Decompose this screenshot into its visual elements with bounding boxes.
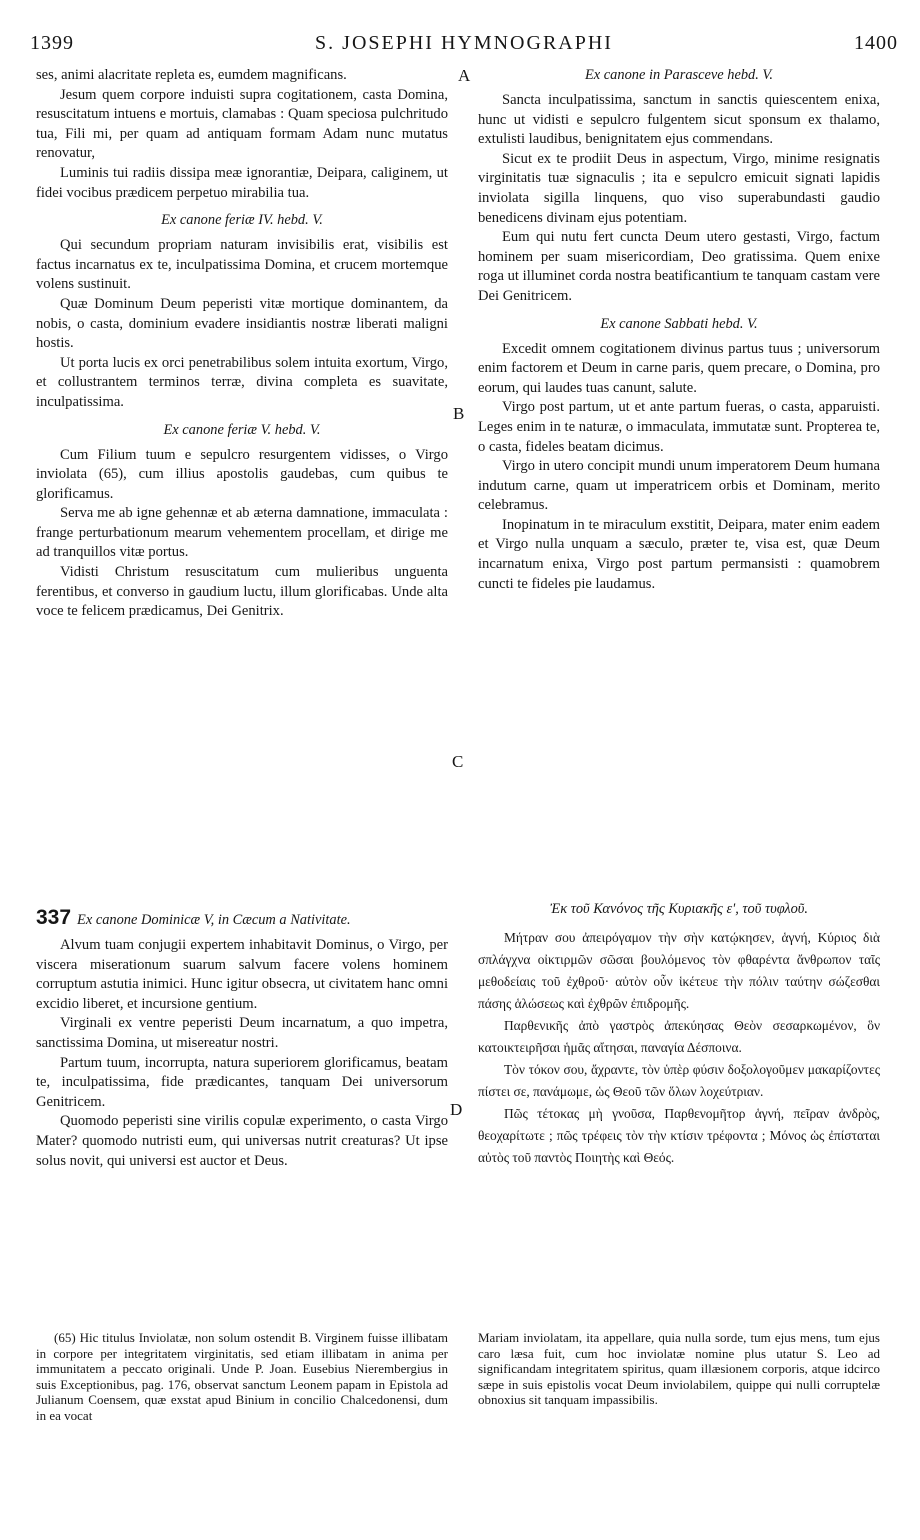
paragraph: ses, animi alacritate repleta es, eumdem magnificans.: [36, 67, 347, 83]
paragraph: Virgo post partum, ut et ante partum fueras, o casta, apparuisti. Leges enim in te naturæ, o immaculata, immutatæ sunt. Propterea te, o casta, fideles beatam dicimus.: [478, 399, 880, 455]
footnote-right: [478, 1330, 880, 1408]
paragraph: Partum tuum, incorrupta, natura superiorem glorificamus, beatam te, inculpatissima, fide prædicantes, tanquam Dei universorum Genitricem.: [36, 1054, 448, 1110]
section-heading: [36, 908, 448, 930]
page-number-right: 1400: [854, 32, 898, 54]
paragraph: Jesum quem corpore induisti supra cogitationem, casta Domina, resuscitatum intuens e mortuis, clamabas : Quam speciosa pulchritudo tua, Fili mi, per quam ad antiquam formam Adam nunc mutatus renovatur,: [36, 86, 448, 162]
right-column-greek: [478, 900, 880, 1169]
section-title: Ex canone in Parasceve hebd. V.: [585, 67, 773, 83]
paragraph: Luminis tui radiis dissipa meæ ignorantiæ, Deipara, caliginem, ut fidei vocibus prædicem perpetuo mirabilia tua.: [36, 164, 448, 201]
paragraph: Cum Filium tuum e sepulcro resurgentem vidisses, o Virgo inviolata (65), cum illius apostolis gaudebas, cum quibus te glorificamus.: [36, 446, 448, 502]
margin-marker-d: D: [450, 1100, 463, 1119]
footnote-left: [36, 1330, 448, 1424]
paragraph: Virgo in utero concipit mundi unum imperatorem Deum humana indutum carne, quam ut imperatricem orbis et Dominam, merito celebramus.: [478, 458, 880, 514]
paragraph: Quæ Dominum Deum peperisti vitæ mortique dominantem, da nobis, o casta, dominium evadere insidiantis nostræ liberati maligni hostis.: [36, 295, 448, 352]
section-title: Ex canone Dominicæ V, in Cæcum a Nativitate.: [77, 912, 351, 928]
section-title: Ex canone Sabbati hebd. V.: [600, 315, 758, 332]
margin-marker-b: B: [453, 404, 465, 423]
paragraph: Sancta inculpatissima, sanctum in sanctis quiescentem enixa, hunc ut vidisti e sepulcro fulgentem sicut sponsum ex thalamo, extulisti laudibus, benignitatem ejus commendans.: [478, 92, 880, 148]
paragraph: Ut porta lucis ex orci penetrabilibus solem intuita exortum, Virgo, et collustrantem terminos terræ, divina completa es suavitate, inculpatissima.: [36, 354, 448, 410]
footnote-text: Mariam inviolatam, ita appellare, quia nulla sorde, tum ejus mens, tum ejus caro læsa fuit, cum hoc inviolatæ nomine plus utatur S. Leo ad significandam integritatem spiritus, quam illæsionem corporis, atque idcirco sæpe in suis epistolis vocat Deum inviolabilem, quippe qui nulli corruptelæ obnoxius sit tanquam impassibilis.: [478, 1330, 880, 1408]
paragraph: Vidisti Christum resuscitatum cum mulieribus unguenta ferentibus, et converso in gaudium luctu, illum glorificabas. Unde alta voce te felicem prædicamus, Dei Genitrix.: [36, 564, 448, 620]
section-title: Ex canone feriæ IV. hebd. V.: [161, 212, 323, 229]
greek-paragraph: Παρθενικῆς ἀπὸ γαστρὸς ἀπεκύησας Θεὸν σεσαρκωμένον, ὃν κατοικτειρῆσαι ἡμᾶς αἴτησαι, παναγία Δέσποινα.: [478, 1018, 880, 1055]
greek-paragraph: Τὸν τόκον σου, ἄχραντε, τὸν ὑπὲρ φύσιν δοξολογοῦμεν μακαρίζοντες πίστει σε, πανάμωμε, ὡς Θεοῦ τῶν ὅλων λοχεύτριαν.: [478, 1062, 880, 1099]
footnote-text: (65) Hic titulus Inviolatæ, non solum ostendit B. Virginem fuisse illibatam in corpore per integritatem virginitatis, sed etiam illibatam in anima per immunitatem a peccato originali. Unde P. Joan. Eusebius Nierembergius in suis Exceptionibus, pag. 176, observat sanctum Leonem papam in Epistola ad Julianum Coensem, quæ exstat apud Binium in concilio Chalcedonensi, dum in ea vocat: [36, 1330, 448, 1423]
right-column-latin: [478, 66, 880, 594]
paragraph: Sicut ex te prodiit Deus in aspectum, Virgo, minime resignatis virginitatis tuæ signaculis ; ita e sepulcro emicuit signati lapidis inviolata sigilla linquens, quo viso superabundasti gaudio benedicens divinam ejus potentiam.: [478, 150, 880, 226]
left-column-latin: [36, 66, 448, 622]
margin-marker-c: C: [452, 752, 464, 771]
greek-section-title: Ἐκ τοῦ Κανόνος τῆς Κυριακῆς ε', τοῦ τυφλοῦ.: [550, 901, 808, 917]
paragraph: Qui secundum propriam naturam invisibilis erat, visibilis est factus incarnatus ex te, inculpatissima Domina, et crucem mortemque volens sustinuit.: [36, 237, 448, 293]
left-column-section-337: [36, 900, 448, 1171]
page-header: [30, 32, 898, 62]
page-number-left: 1399: [30, 32, 74, 54]
paragraph: Excedit omnem cogitationem divinus partus tuus ; universorum enim factorem et Deum in carne paris, quem precare, o Domina, pro eorum, qui laudes tuas canunt, salute.: [478, 340, 880, 396]
section-title: Ex canone feriæ V. hebd. V.: [163, 421, 321, 438]
paragraph: Inopinatum in te miraculum exstitit, Deipara, mater enim eadem et Virgo nulla unquam a sæculo, præter te, visa est, quæ Deum incarnatum enixa, Virgo post partum permansisti : quamobrem cuncti te fideles pie laudamus.: [478, 516, 880, 592]
section-number: 337: [36, 906, 72, 929]
paragraph: Alvum tuam conjugii expertem inhabitavit Dominus, o Virgo, per viscera miserationum suarum salvum facere volens hominem corruptum astutia inimici. Hunc igitur obsecra, ut civitatem hanc omni excidio liberet, et incursione gentium.: [36, 937, 448, 1012]
paragraph: Virginali ex ventre peperisti Deum incarnatum, a quo impetra, sanctissima Domina, ut misereatur nostri.: [36, 1015, 448, 1051]
paragraph: Eum qui nutu fert cuncta Deum utero gestasti, Virgo, factum hominem per suam misericordiam, Deo gratissima. Quem enixe roga ut illuminet corda nostra beatificantium te tanquam castam vere Dei Genitricem.: [478, 229, 880, 304]
paragraph: Quomodo peperisti sine virilis copulæ experimento, o casta Virgo Mater? quomodo nutristi eum, qui universas nutrit creaturas? Ut ipse solus novit, qui universi est auctor et Deus.: [36, 1113, 448, 1169]
greek-paragraph: Μήτραν σου ἀπειρόγαμον τὴν σὴν κατῴκησεν, ἁγνή, Κύριος διὰ σπλάγχνα οἰκτιρμῶν σῶσαι βουλόμενος τὸν φθαρέντα ἄνθρωπον ταῖς μεθοδείαις τοῦ ἐχθροῦ· αὐτὸν οὖν ἱκέτευε τὴν πόλιν ταύτην σώζεσθαι πάσης ἁλώσεως καὶ ἐχθρῶν ἐπιδρομῆς.: [478, 930, 880, 1011]
paragraph: Serva me ab igne gehennæ et ab æterna damnatione, immaculata : frange perturbationum mearum vehementem procellam, et dirige me ad tranquillos vitæ portus.: [36, 505, 448, 561]
running-title: S. JOSEPHI HYMNOGRAPHI: [315, 32, 613, 54]
margin-marker-a: A: [458, 66, 471, 85]
greek-paragraph: Πῶς τέτοκας μὴ γνοῦσα, Παρθενομῆτορ ἁγνή, πεῖραν ἀνδρὸς, θεοχαρίτωτε ; πῶς τρέφεις τὸν τὴν κτίσιν τρέφοντα ; Μόνος ὡς ἐπίσταται αὐτὸς τοῦ παντὸς Ποιητὴς καὶ Θεός.: [478, 1106, 880, 1165]
